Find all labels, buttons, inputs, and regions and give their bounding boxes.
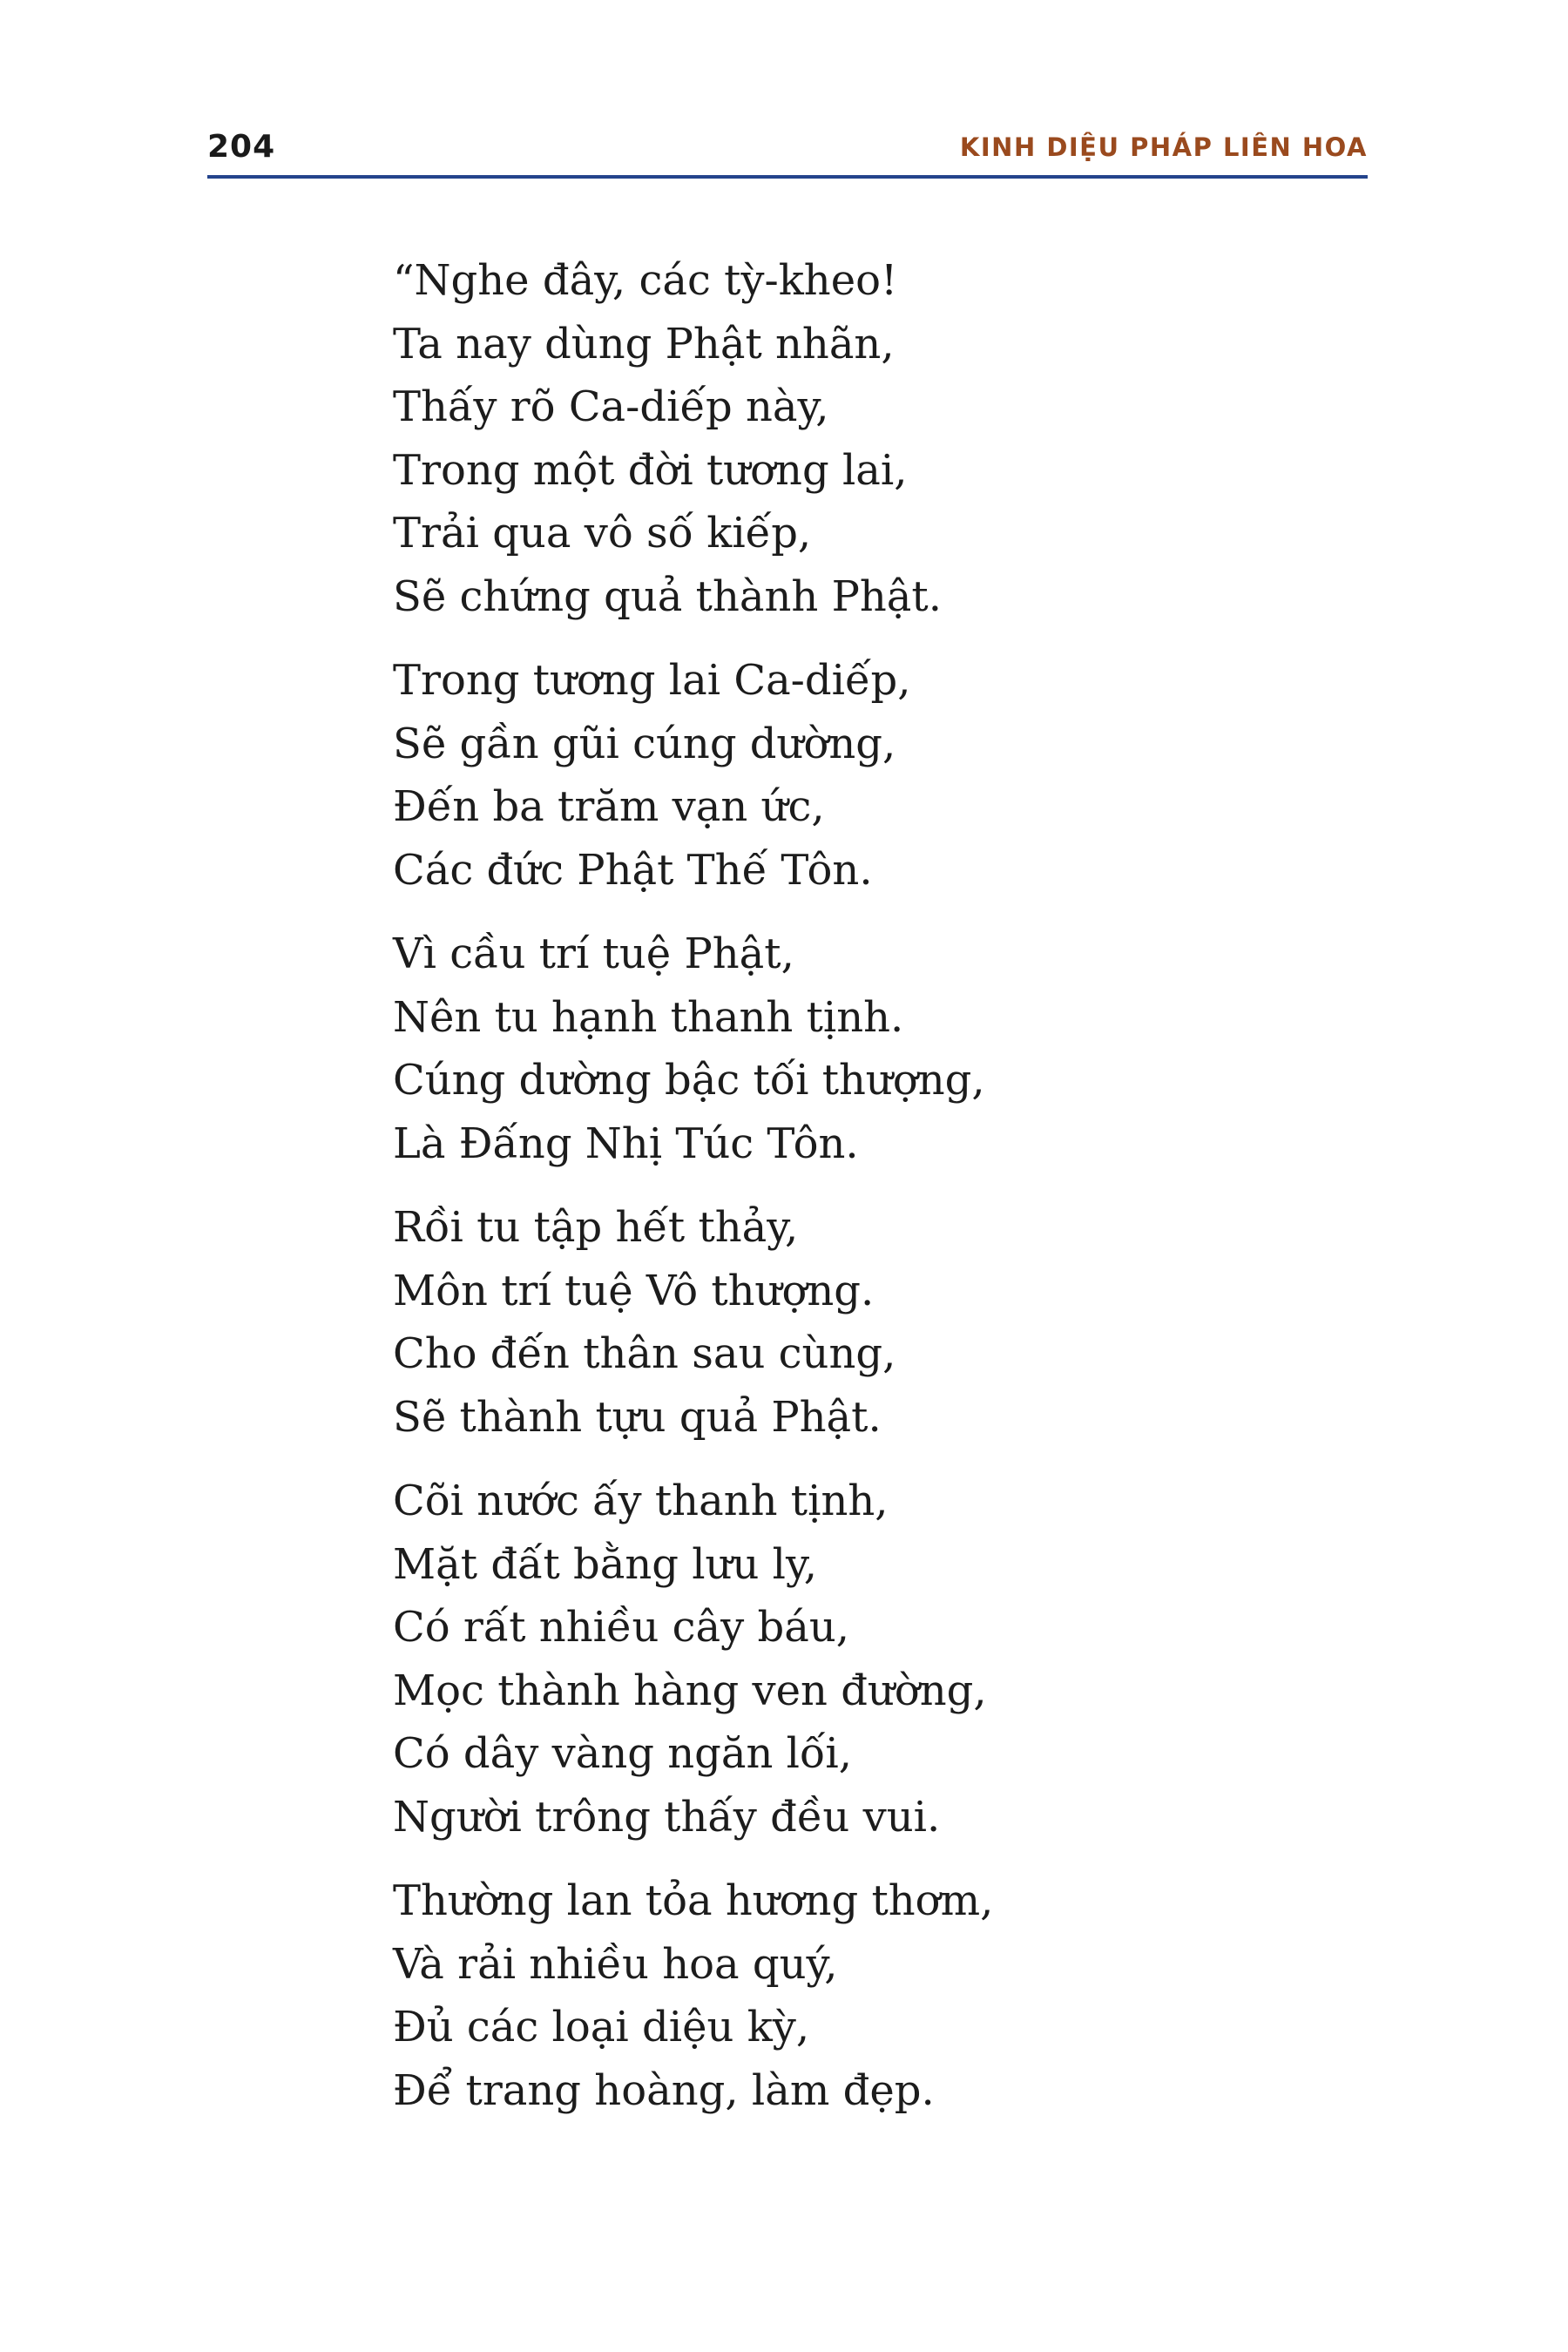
poem-body <box>393 249 1351 2143</box>
verse-line: Các đức Phật Thế Tôn. <box>393 845 873 895</box>
verse-line: Rồi tu tập hết thảy, <box>393 1203 799 1252</box>
verse-line: “Nghe đây, các tỳ-kheo! <box>393 256 898 305</box>
verse-line: Thấy rõ Ca-diếp này, <box>393 382 829 431</box>
verse-line: Nên tu hạnh thanh tịnh. <box>393 992 904 1042</box>
verse-line: Để trang hoàng, làm đẹp. <box>393 2065 935 2115</box>
stanza <box>393 649 1351 902</box>
verse-line: Thường lan tỏa hương thơm, <box>393 1876 994 1925</box>
page-header <box>207 122 1368 179</box>
verse-line: Có rất nhiều cây báu, <box>393 1603 850 1652</box>
verse-line: Vì cầu trí tuệ Phật, <box>393 929 794 978</box>
verse-line: Sẽ chứng quả thành Phật. <box>393 571 942 621</box>
verse-line: Mặt đất bằng lưu ly, <box>393 1539 818 1589</box>
verse-line: Cúng dường bậc tối thượng, <box>393 1056 985 1105</box>
verse-line: Trong một đời tương lai, <box>393 445 908 495</box>
stanza <box>393 249 1351 628</box>
verse-line: Và rải nhiều hoa quý, <box>393 1939 838 1989</box>
verse-line: Môn trí tuệ Vô thượng. <box>393 1266 875 1315</box>
verse-line: Có dây vàng ngăn lối, <box>393 1729 852 1778</box>
verse-line: Sẽ thành tựu quả Phật. <box>393 1392 882 1442</box>
verse-line: Trong tương lai Ca-diếp, <box>393 656 911 705</box>
stanza <box>393 923 1351 1175</box>
stanza <box>393 1869 1351 2122</box>
verse-line: Sẽ gần gũi cúng dường, <box>393 719 896 768</box>
verse-line: Cõi nước ấy thanh tịnh, <box>393 1477 889 1525</box>
verse-line: Trải qua vô số kiếp, <box>393 509 812 558</box>
verse-line: Là Đấng Nhị Túc Tôn. <box>393 1119 859 1168</box>
running-title: KINH DIỆU PHÁP LIÊN HOA <box>959 132 1368 162</box>
verse-line: Cho đến thân sau cùng, <box>393 1329 896 1378</box>
stanza <box>393 1470 1351 1848</box>
stanza <box>393 1196 1351 1449</box>
header-rule <box>207 175 1368 179</box>
verse-line: Mọc thành hàng ven đường, <box>393 1666 987 1715</box>
page-number: 204 <box>207 129 276 165</box>
verse-line: Đủ các loại diệu kỳ, <box>393 2003 810 2051</box>
verse-line: Ta nay dùng Phật nhãn, <box>393 319 895 368</box>
verse-line: Người trông thấy đều vui. <box>393 1792 941 1842</box>
verse-line: Đến ba trăm vạn ức, <box>393 782 825 831</box>
